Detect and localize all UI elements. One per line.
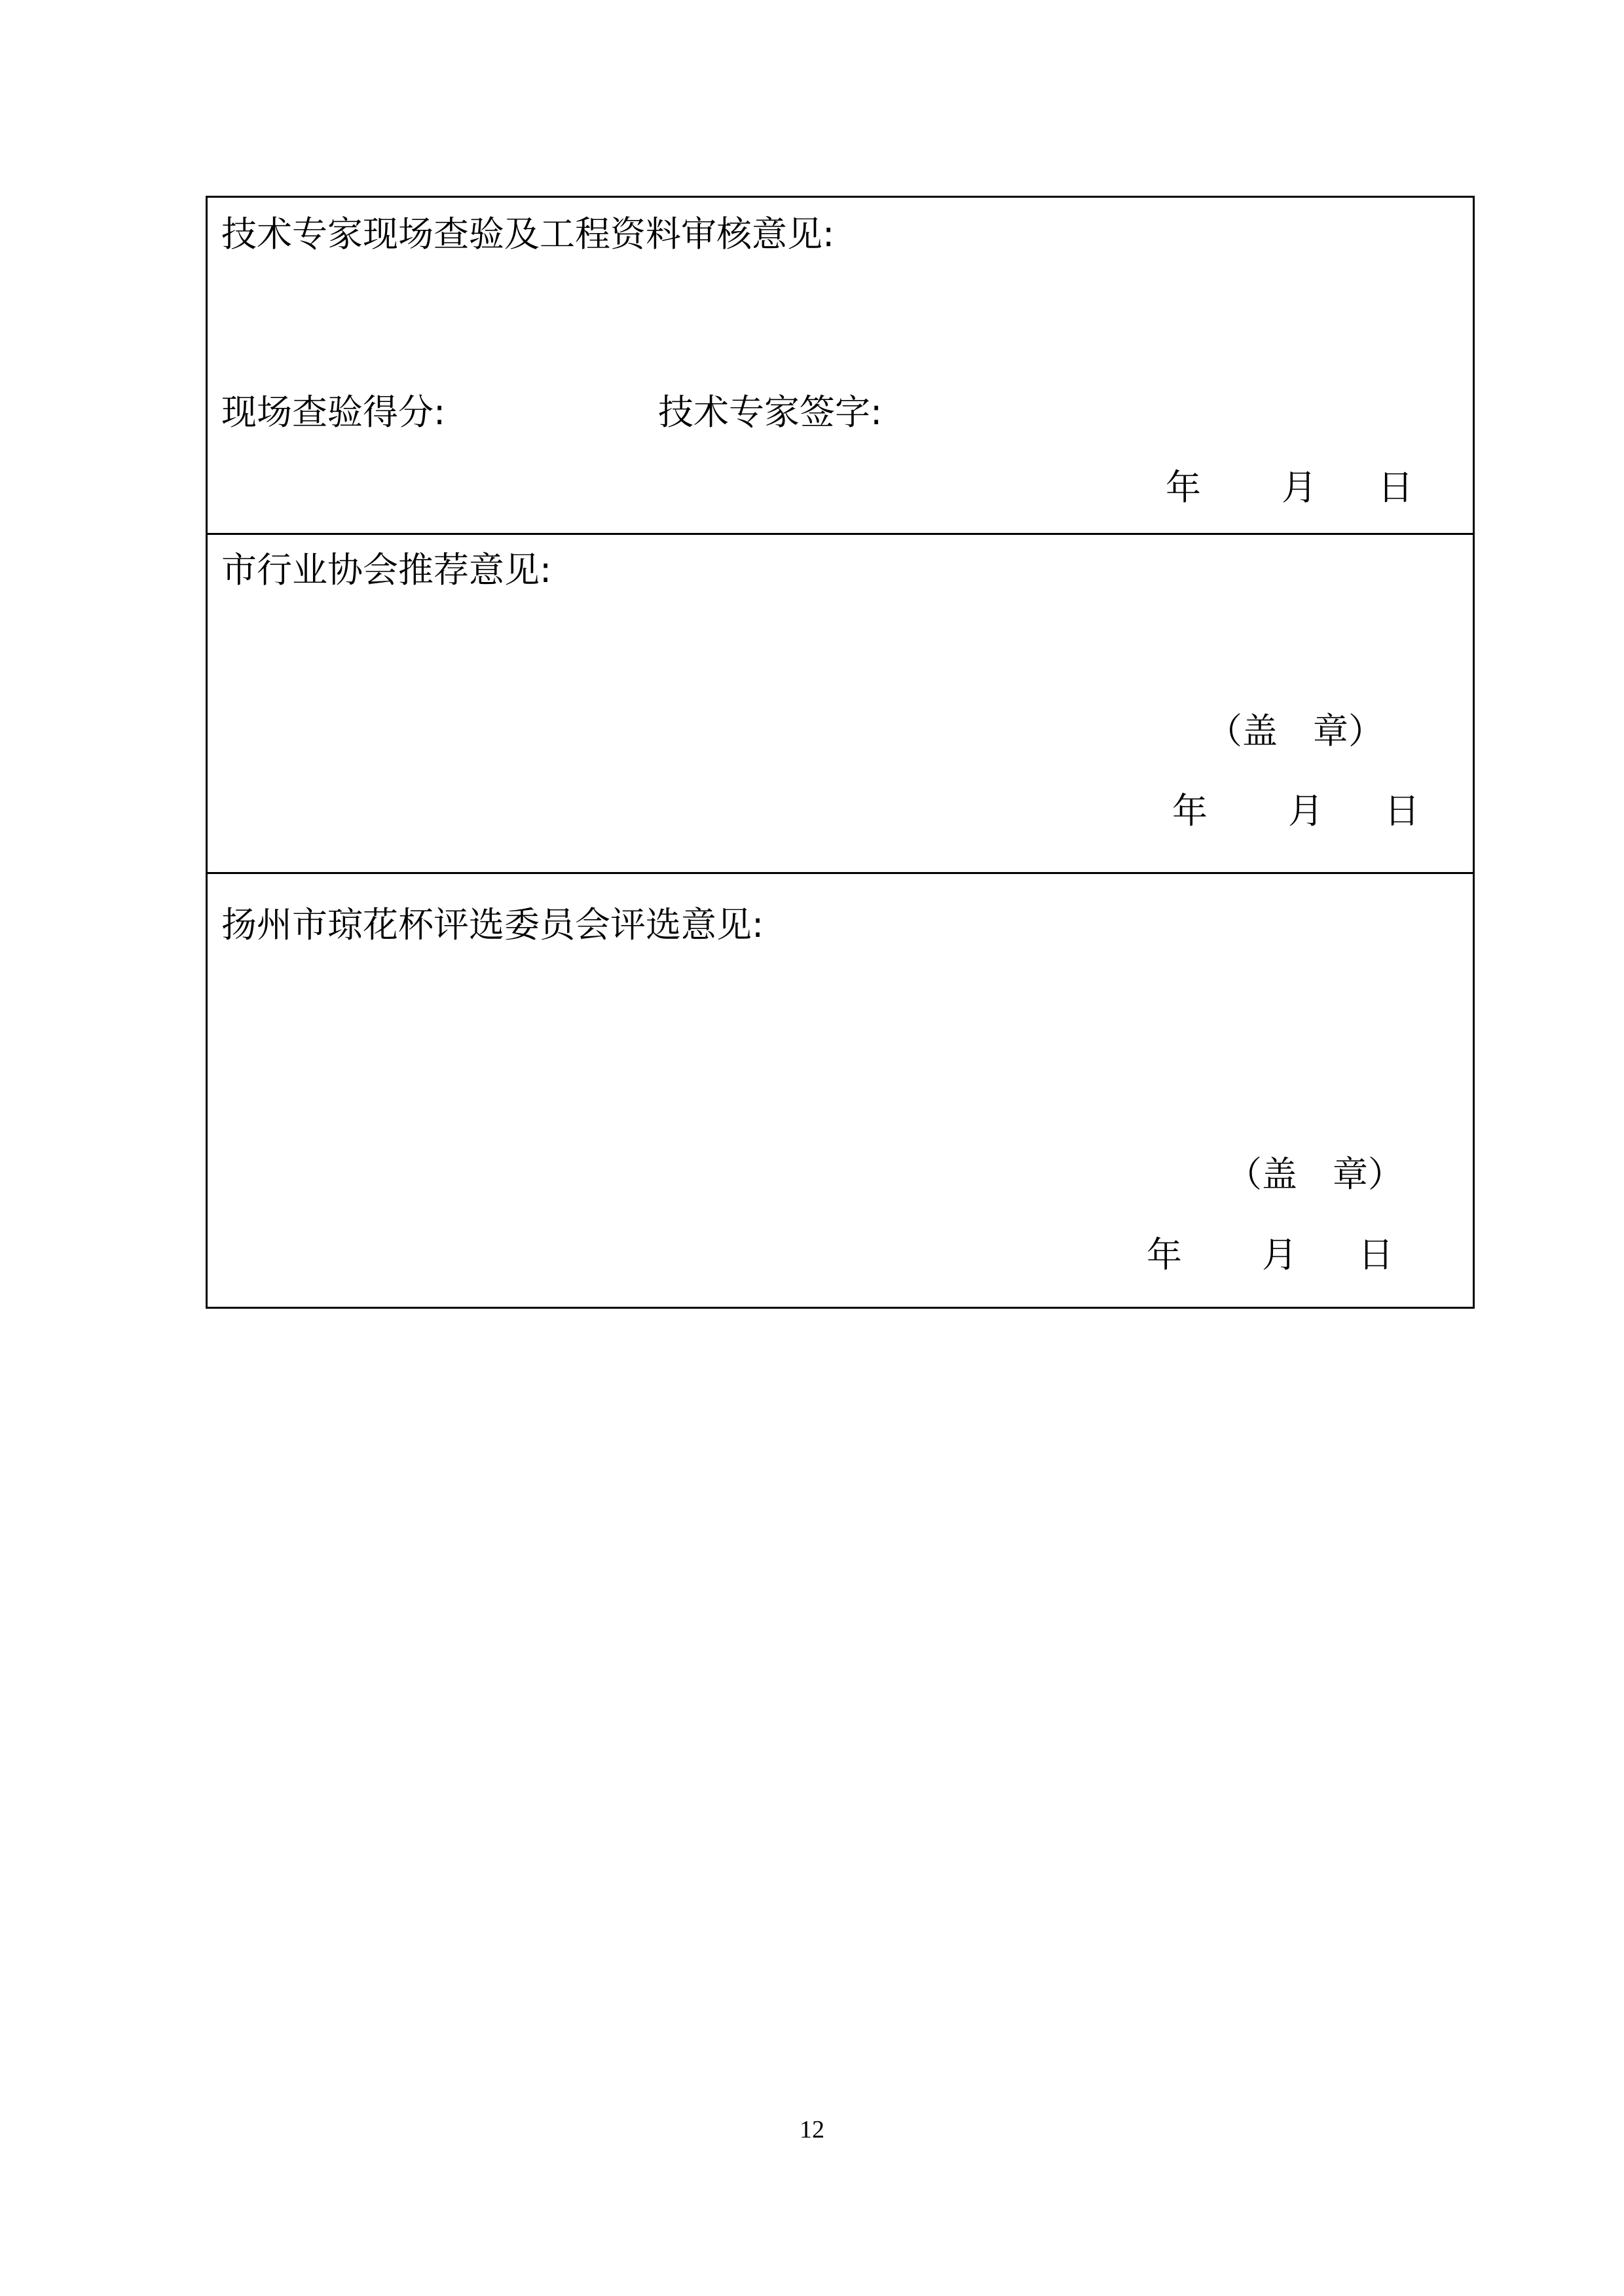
evaluation-form-table xyxy=(206,196,1475,1309)
date-month: 月 xyxy=(1288,790,1323,831)
committee-heading: 扬州市琼花杯评选委员会评选意见: xyxy=(221,904,764,945)
page-number: 12 xyxy=(800,2116,824,2143)
association-recommendation-section xyxy=(208,535,1473,874)
date-month: 月 xyxy=(1262,1234,1297,1275)
date-month: 月 xyxy=(1282,467,1317,508)
date-year: 年 xyxy=(1147,1234,1182,1275)
signature-label: 技术专家签字: xyxy=(658,392,883,433)
date-day: 日 xyxy=(1378,467,1413,508)
technical-review-section xyxy=(208,198,1473,535)
association-heading: 市行业协会推荐意见: xyxy=(221,549,552,591)
date-day: 日 xyxy=(1358,1234,1393,1275)
score-label: 现场查验得分: xyxy=(221,392,446,433)
technical-review-heading: 技术专家现场查验及工程资料审核意见: xyxy=(221,213,835,255)
committee-opinion-section xyxy=(208,874,1473,1307)
date-year: 年 xyxy=(1172,790,1208,831)
date-year: 年 xyxy=(1166,467,1201,508)
date-day: 日 xyxy=(1384,790,1420,831)
seal-label: （盖 章） xyxy=(1227,1154,1403,1195)
seal-label: （盖 章） xyxy=(1207,710,1384,752)
